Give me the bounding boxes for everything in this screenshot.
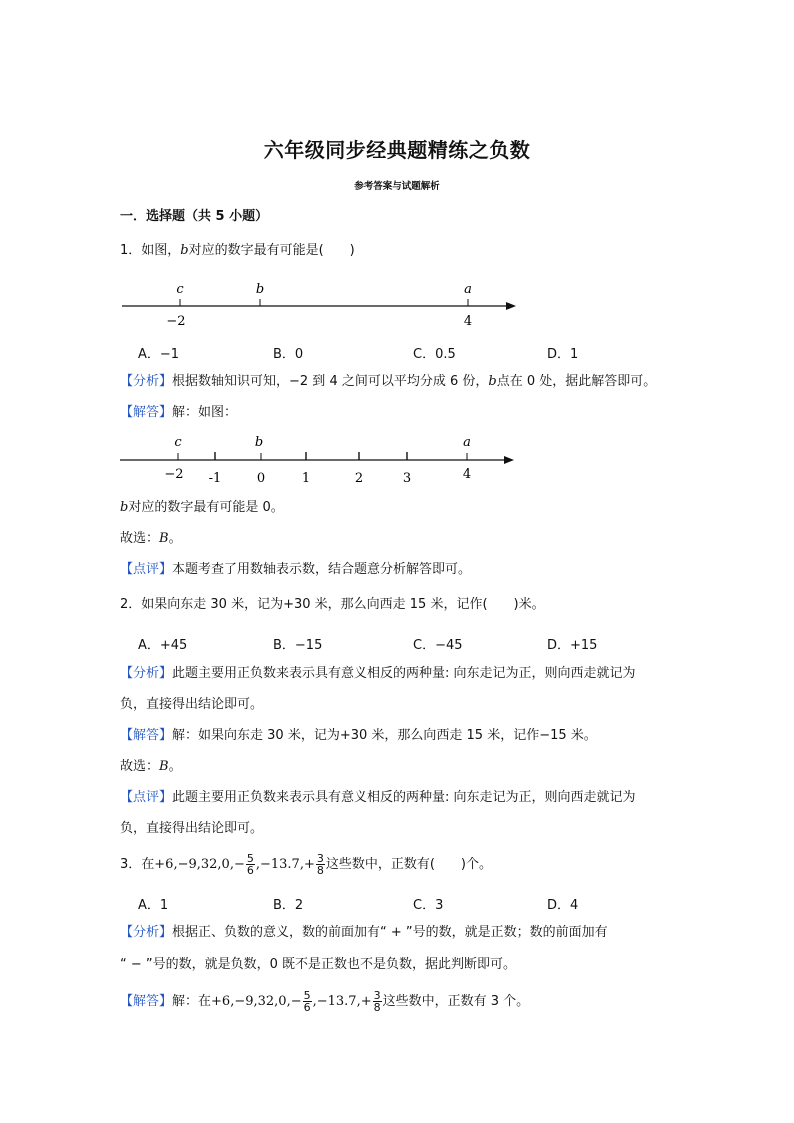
tick-label-3: 3: [402, 471, 412, 486]
page-title: 六年级同步经典题精练之负数: [263, 138, 531, 162]
q1-answer: 【解答】解：如图：: [120, 405, 238, 420]
tick-label-2: 2: [354, 471, 364, 486]
q3-option-c: C．3: [413, 898, 444, 913]
tick-label-1: 1: [301, 471, 311, 486]
q2-option-c: C．−45: [413, 638, 463, 653]
q1-comment: 【点评】本题考查了用数轴表示数，结合题意分析解答即可。: [120, 562, 472, 577]
q3-option-b: B．2: [273, 898, 304, 913]
q1-suffix: 对应的数字最有可能是( ): [188, 243, 355, 258]
point-label-c: c: [176, 282, 184, 297]
q1-analysis: 【分析】根据数轴知识可知，−2 到 4 之间可以平均分成 6 份，b点在 0 处，据此解答即可。: [120, 374, 657, 389]
value-label-neg2: −2: [166, 314, 186, 329]
q1-option-c: C．0.5: [413, 347, 456, 362]
q3-option-a: A．1: [138, 898, 169, 913]
analysis-tag: 【分析】: [120, 374, 173, 389]
q3-analysis-line2: “ − ”号的数，就是负数，0 既不是正数也不是负数，据此判断即可。: [120, 957, 517, 972]
section-heading: 一．选择题（共 5 小题）: [120, 209, 269, 224]
q1-var: b: [180, 243, 189, 258]
answer-tag: 【解答】: [120, 405, 173, 420]
q2-answer: 【解答】解：如果向东走 30 米，记为+30 米，那么向西走 15 米，记作−15 米。: [120, 728, 597, 743]
comment-tag: 【点评】: [120, 562, 173, 577]
q2-analysis-line1: 【分析】此题主要用正负数来表示具有意义相反的两种量: 向东走记为正，则向西走就记为: [120, 666, 636, 681]
q1-option-a: A．−1: [138, 347, 180, 362]
page-subtitle: 参考答案与试题解析: [354, 181, 440, 192]
q2-comment-line2: 负，直接得出结论即可。: [120, 821, 264, 836]
tick-label-4: 4: [462, 467, 472, 482]
q1-option-d: D．1: [547, 347, 579, 362]
q1-prefix: 1．如图，: [120, 243, 181, 258]
axis-arrow: [506, 302, 516, 310]
point-label-c: c: [174, 435, 182, 450]
point-label-b: b: [254, 435, 264, 450]
fraction-5-6: $\frac{5}{6}$: [303, 989, 311, 1014]
q1-solution-number-line: [118, 430, 522, 486]
axis-arrow: [504, 456, 514, 464]
analysis-tag: 【分析】: [120, 925, 173, 940]
q1-option-b: B．0: [273, 347, 304, 362]
q1-result: b对应的数字最有可能是 0。: [120, 500, 284, 515]
fraction-5-6: $\frac{5}{6}$: [246, 852, 254, 877]
q2-option-b: B．−15: [273, 638, 323, 653]
tick-label-neg1: -1: [208, 471, 222, 486]
analysis-tag: 【分析】: [120, 666, 173, 681]
point-label-b: b: [255, 282, 265, 297]
q3-option-d: D．4: [547, 898, 579, 913]
q2-option-a: A．+45: [138, 638, 188, 653]
q3-question: 3．在 +6,−9,32,0,− $\frac{5}{6}$ ,−13.7,+ $\frac{3}{8}$ 这些数中，正数有( )个。: [120, 852, 492, 877]
tick-label-0: 0: [256, 471, 266, 486]
point-label-a: a: [463, 435, 471, 450]
answer-tag: 【解答】: [120, 993, 173, 1009]
point-label-a: a: [464, 282, 472, 297]
q1-question: [120, 243, 355, 259]
q2-choice: 故选：B。: [120, 759, 182, 774]
q3-analysis-line1: 【分析】根据正、负数的意义，数的前面加有“ + ”号的数，就是正数；数的前面加有: [120, 925, 608, 940]
q3-answer: 【解答】 解：在 +6,−9,32,0,− $\frac{5}{6}$ ,−13.7,+ $\frac{3}{8}$ 这些数中，正数有 3 个。: [120, 989, 530, 1014]
value-label-4: 4: [463, 314, 473, 329]
q2-question: 2．如果向东走 30 米，记为+30 米，那么向西走 15 米，记作( )米。: [120, 597, 545, 612]
q2-analysis-line2: 负，直接得出结论即可。: [120, 697, 264, 712]
tick-label-neg2: −2: [164, 467, 184, 482]
comment-tag: 【点评】: [120, 790, 173, 805]
q1-number-line: [118, 278, 522, 334]
fraction-3-8: $\frac{3}{8}$: [373, 989, 381, 1014]
fraction-3-8: $\frac{3}{8}$: [316, 852, 324, 877]
answer-tag: 【解答】: [120, 728, 173, 743]
q2-option-d: D．+15: [547, 638, 598, 653]
q1-choice: 故选：B。: [120, 531, 182, 546]
q2-comment-line1: 【点评】此题主要用正负数来表示具有意义相反的两种量: 向东走记为正，则向西走就记为: [120, 790, 636, 805]
